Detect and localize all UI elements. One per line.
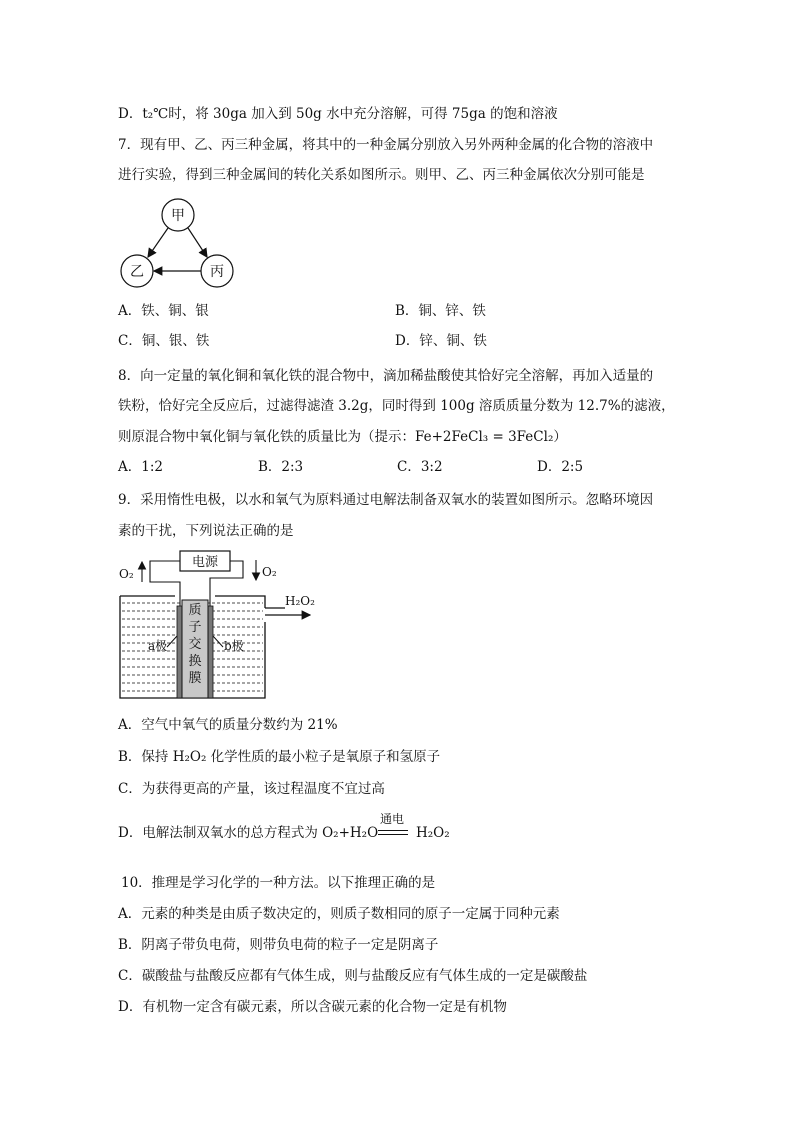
node-left-label: 乙: [130, 264, 144, 280]
q8-stem-line1: 8．向一定量的氧化铜和氧化铁的混合物中，滴加稀盐酸使其恰好完全溶解，再加入适量的: [118, 368, 654, 384]
node-right-label: 丙: [210, 264, 224, 280]
q9-electrolysis-apparatus-diagram: [115, 548, 325, 703]
q6-option-d: D．t₂℃时，将 30ga 加入到 50g 水中充分溶解，可得 75ga 的饱和溶液: [118, 106, 558, 122]
q8-option-a: A．1:2: [118, 459, 163, 475]
membrane-char-3: 交: [188, 637, 202, 652]
wire-right: [210, 561, 243, 698]
membrane-char-5: 膜: [188, 671, 202, 686]
q9-option-d: D．电解法制双氧水的总方程式为 O₂+H₂O: [118, 825, 379, 841]
container-top-right: [215, 596, 265, 608]
arrow-top-to-right: [188, 228, 207, 257]
q9-stem-line1: 9．采用惰性电极，以水和氧气为原料通过电解法制备双氧水的装置如图所示。忽略环境因: [118, 492, 654, 508]
electrode-b-label: b极: [224, 639, 244, 653]
q9-option-b: B．保持 H₂O₂ 化学性质的最小粒子是氧原子和氢原子: [118, 749, 441, 765]
node-top-label: 甲: [171, 208, 185, 224]
wire-left: [150, 561, 180, 698]
q9-option-d-product: H₂O₂: [416, 825, 450, 841]
electrode-a-label: a极: [148, 639, 168, 653]
q7-option-c: C．铜、银、铁: [118, 333, 210, 349]
q10-option-d: D．有机物一定含有碳元素，所以含碳元素的化合物一定是有机物: [118, 999, 507, 1015]
q9-option-a: A．空气中氧气的质量分数约为 21%: [118, 717, 338, 733]
q9-option-d-equals-sign: [378, 830, 408, 835]
power-supply-label: 电源: [191, 555, 219, 570]
q10-option-b: B．阴离子带负电荷，则带负电荷的粒子一定是阴离子: [118, 937, 439, 953]
q8-stem-line2: 铁粉，恰好完全反应后，过滤得滤渣 3.2g，同时得到 100g 溶质质量分数为 12.7%的滤液，: [118, 398, 675, 414]
arrow-top-to-left: [148, 228, 168, 257]
membrane-char-1: 质: [188, 603, 202, 618]
q8-option-c: C．3:2: [397, 459, 443, 475]
membrane-char-2: 子: [188, 620, 202, 635]
q7-stem-line1: 7．现有甲、乙、丙三种金属，将其中的一种金属分别放入另外两种金属的化合物的溶液中: [118, 137, 654, 153]
h2o2-product-label: H₂O₂: [285, 594, 315, 608]
q7-stem-line2: 进行实验，得到三种金属间的转化关系如图所示。则甲、乙、丙三种金属依次分别可能是: [118, 167, 645, 183]
q7-option-b: B．铜、锌、铁: [395, 303, 486, 319]
q7-option-a: A．铁、铜、银: [118, 303, 209, 319]
q7-metal-conversion-diagram: [115, 197, 235, 292]
q8-option-d: D．2:5: [537, 459, 584, 475]
q9-option-c: C．为获得更高的产量，该过程温度不宜过高: [118, 781, 385, 797]
q7-option-d: D．锌、铜、铁: [395, 333, 487, 349]
q10-option-c: C．碳酸盐与盐酸反应都有气体生成，则与盐酸反应有气体生成的一定是碳酸盐: [118, 968, 588, 984]
electrode-a-pointer: [167, 636, 177, 647]
electrode-b: [208, 606, 213, 698]
q9-option-d-condition: 通电: [380, 812, 405, 826]
q10-option-a: A．元素的种类是由质子数决定的，则质子数相同的原子一定属于同种元素: [118, 906, 560, 922]
q8-stem-line3: 则原混合物中氧化铜与氧化铁的质量比为（提示：Fe+2FeCl₃ = 3FeCl₂）: [118, 429, 567, 445]
q9-stem-line2: 素的干扰，下列说法正确的是: [118, 523, 294, 539]
electrode-a: [177, 606, 182, 698]
o2-left-label: O₂: [119, 567, 134, 581]
q8-option-b: B．2:3: [258, 459, 304, 475]
membrane-char-4: 换: [188, 654, 202, 669]
q10-stem: 10．推理是学习化学的一种方法。以下推理正确的是: [121, 875, 436, 891]
electrode-b-pointer: [213, 636, 223, 647]
o2-right-label: O₂: [262, 565, 277, 579]
